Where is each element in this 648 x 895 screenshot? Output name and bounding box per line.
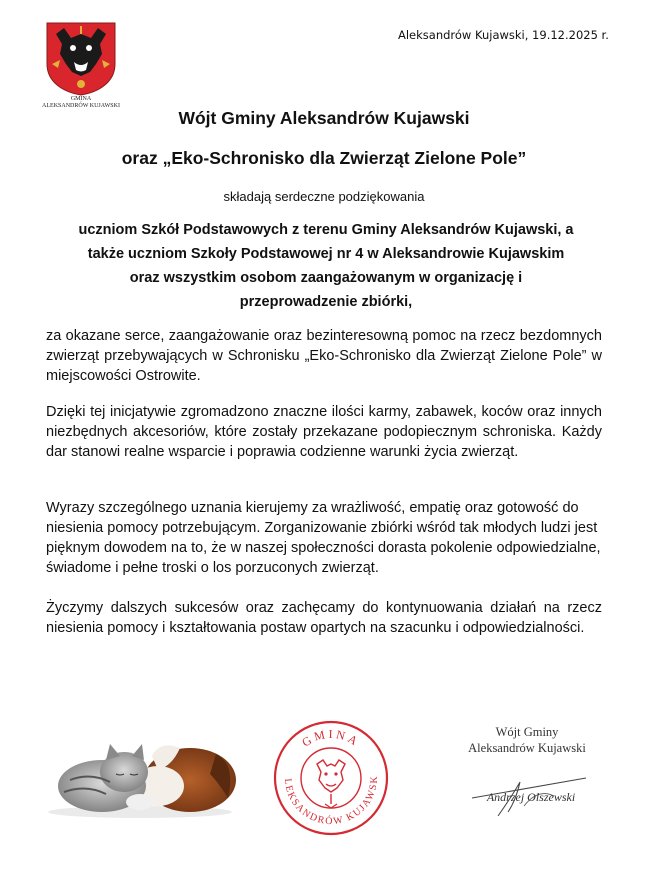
- title-line1: Wójt Gminy Aleksandrów Kujawski: [178, 108, 470, 128]
- stamp-ring-text: LEKSANDRÓW KUJAWSK: [281, 774, 381, 828]
- paragraph-3: Wyrazy szczególnego uznania kierujemy za wrażliwość, empatię oraz gotowość do niesienia pomocy potrzebującym. Zorganizowanie zbiórki wśród tak młodych ludzi jest pięknym dowodem na to, że w naszej społeczności dorasta pokolenie odpowiedzialne, świadome i pełne troski o los porzuconych zwierząt.: [46, 500, 601, 576]
- place-date: Aleksandrów Kujawski, 19.12.2025 r.: [398, 28, 609, 42]
- paragraph-2: Dzięki tej inicjatywie zgromadzono znaczne ilości karmy, zabawek, koców oraz innych niezbędnych akcesoriów, które zostały przekazane podopiecznym schroniska. Każdy dar stanowi realne wsparcie i poprawia codzienne warunki życia zwierząt.: [46, 404, 602, 460]
- recipients-text: uczniom Szkół Podstawowych z terenu Gminy Aleksandrów Kujawski, a także uczniom Szkoły Podstawowej nr 4 w Aleksandrowie Kujawskim oraz wszystkim osobom zaangażowanym w organizację i przeprowadzenie zbiórki,: [78, 222, 574, 310]
- signatory-name: Andrzej Olszewski: [486, 790, 576, 804]
- title-line2: oraz „Eko-Schronisko dla Zwierząt Zielone Pole”: [121, 148, 527, 168]
- signatory-title-line2: Aleksandrów Kujawski: [468, 741, 586, 755]
- signatory-title: [452, 724, 602, 756]
- stamp-top-text: GMINA: [299, 726, 363, 750]
- kitten-and-puppy-image: [40, 720, 236, 820]
- coat-label-line2: ALEKSANDRÓW KUJAWSKI: [42, 103, 120, 109]
- paragraph-1: za okazane serce, zaangażowanie oraz bezinteresowną pomoc na rzecz bezdomnych zwierząt przebywających w Schronisku „Eko-Schronisko dla Zwierząt Zielone Pole” w miejscowości Ostrowite.: [46, 328, 602, 384]
- subtitle: składają serdeczne podziękowania: [223, 189, 425, 204]
- signatory-title-line1: Wójt Gminy: [495, 725, 559, 739]
- coat-label-line1: GMINA: [70, 96, 92, 102]
- paragraph-4: Życzymy dalszych sukcesów oraz zachęcamy do kontynuowania działań na rzecz niesienia pomocy i kształtowania postaw opartych na szacunku i odpowiedzialności.: [46, 600, 602, 636]
- official-stamp: [271, 718, 391, 838]
- coat-of-arms-icon: [44, 20, 118, 96]
- stamp-icon: [271, 718, 391, 838]
